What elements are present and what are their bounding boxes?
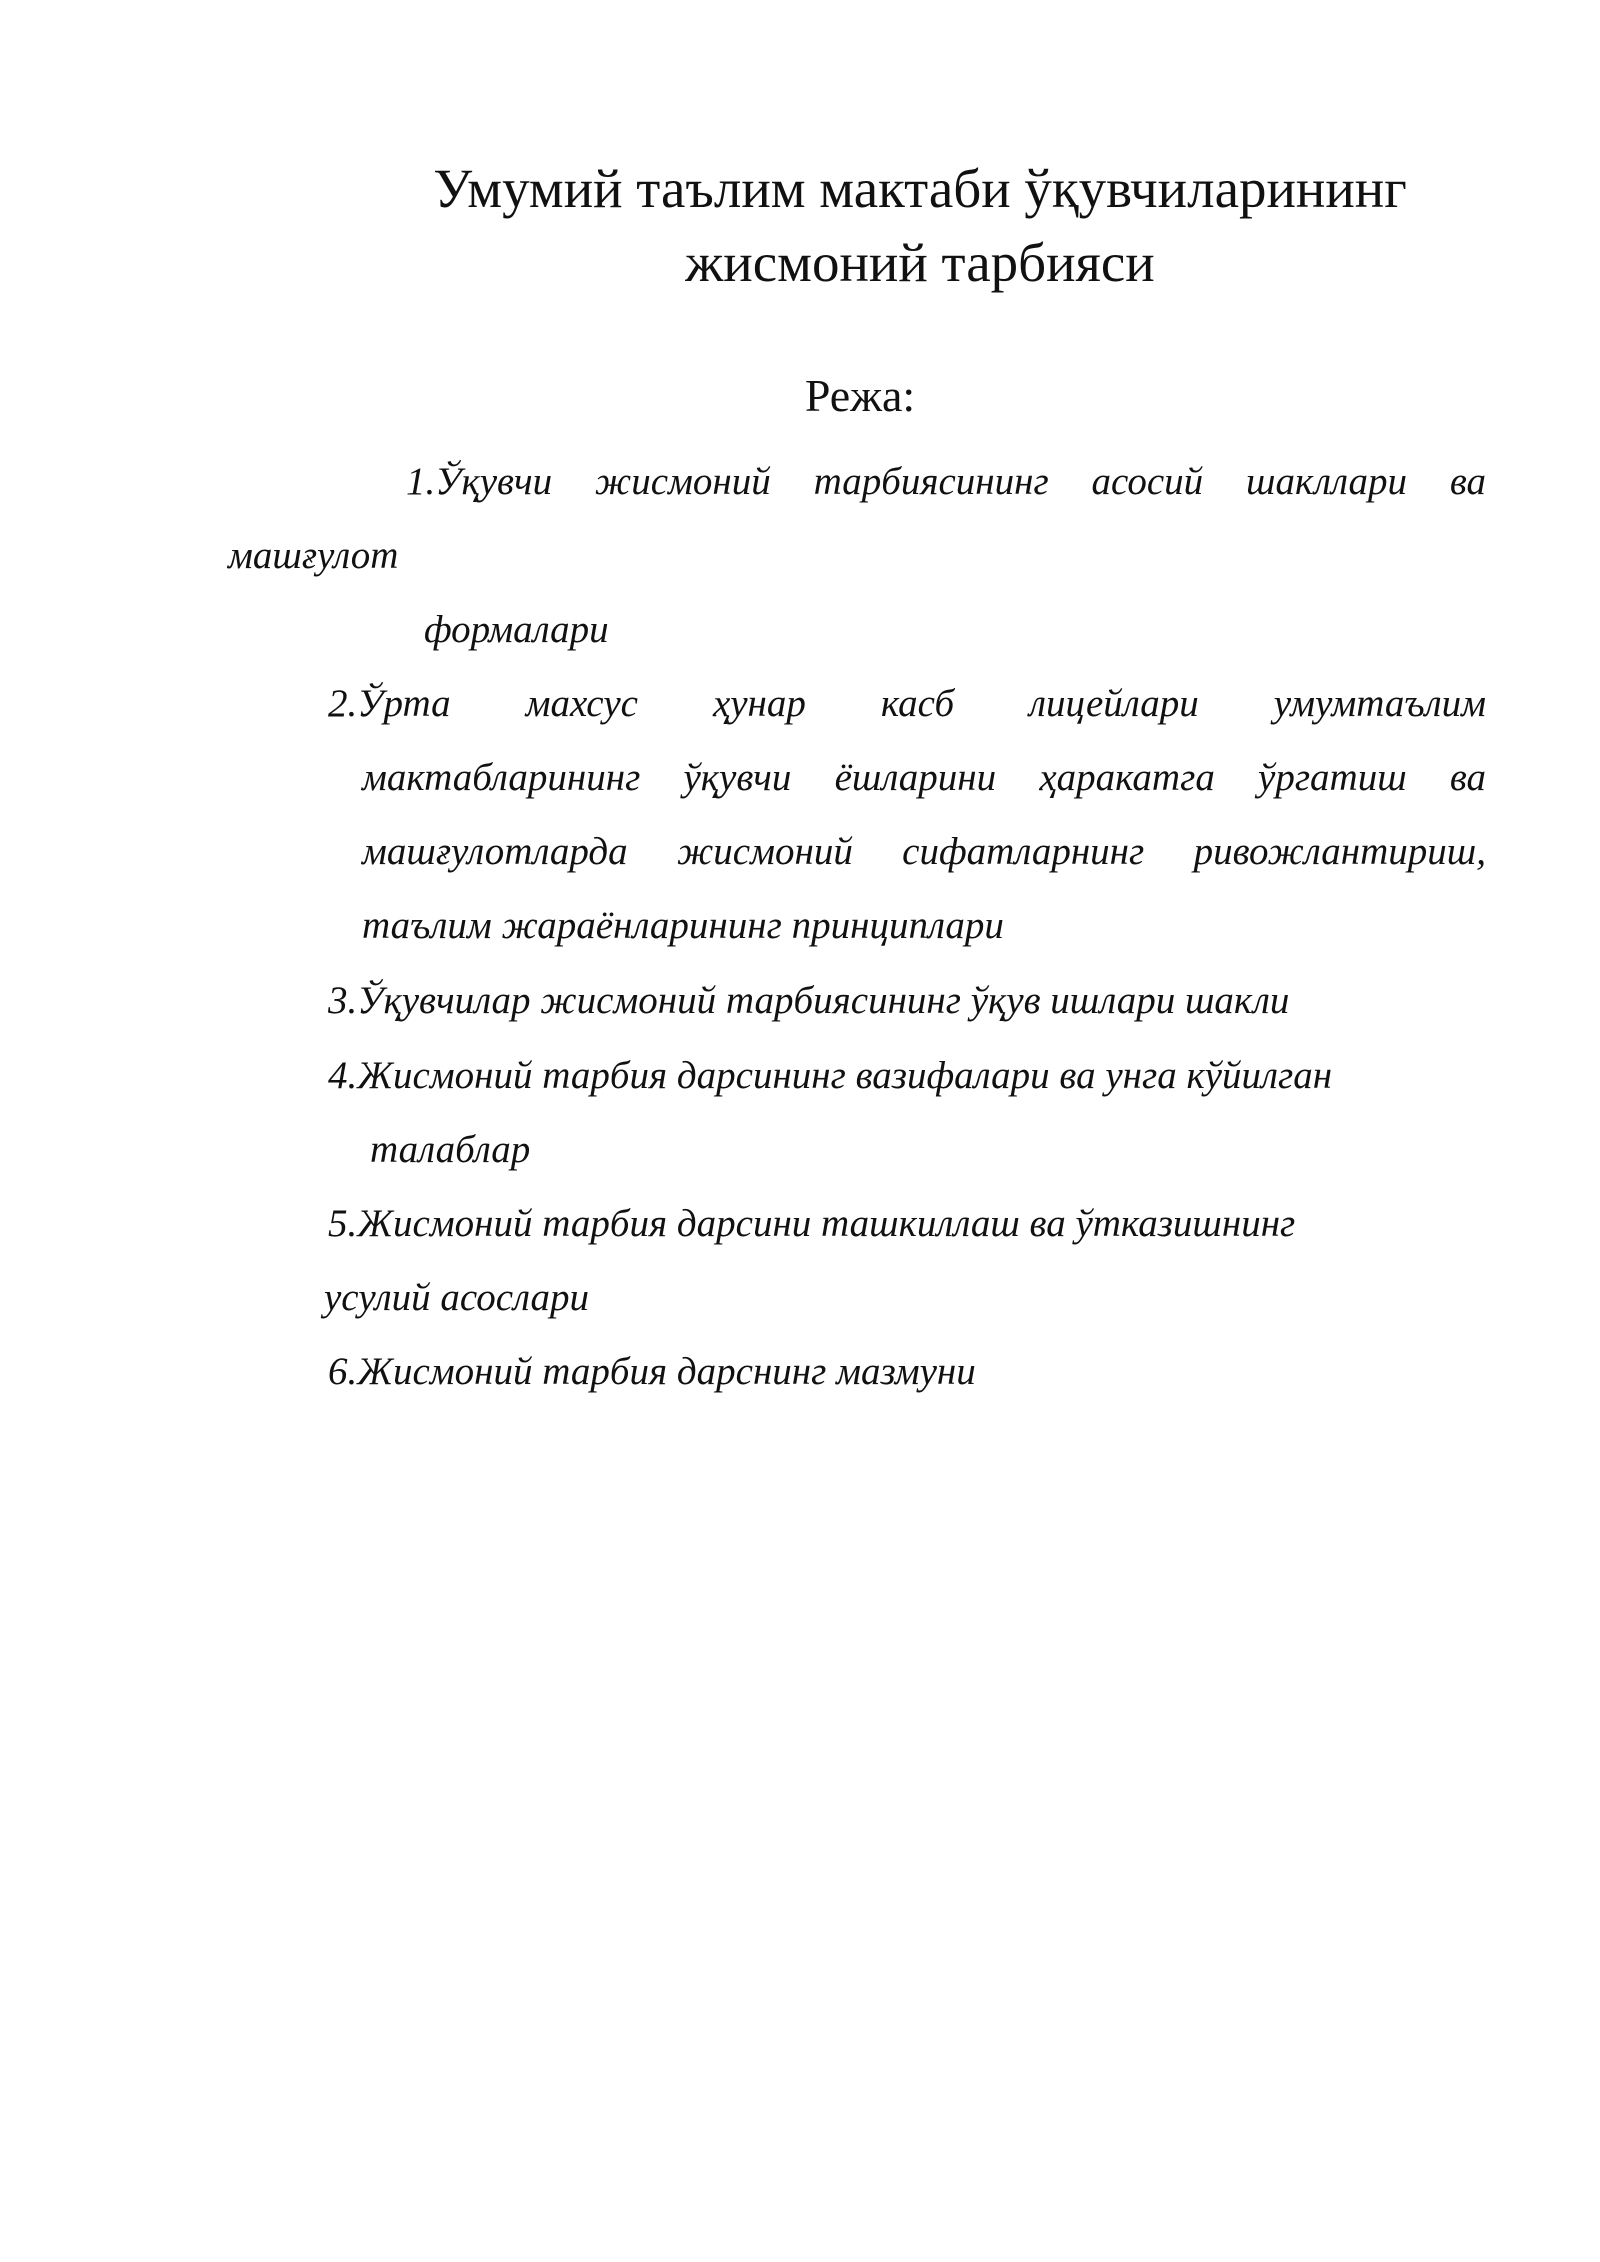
plan-heading: Режа: — [804, 370, 916, 421]
plan-item-6-line-1: 6.Жисмоний тарбия дарснинг мазмуни — [328, 1350, 976, 1393]
page-title — [230, 152, 1600, 300]
plan-item-4-line-1: 4.Жисмоний тарбия дарсининг вазифалари ва унга кўйилган — [328, 1054, 1333, 1097]
plan-item-2-line-3: машғулотларда жисмоний сифатларнинг ривожлантириш, — [362, 830, 1486, 873]
plan-item-2-line-1: 2.Ўрта махсус ҳунар касб лицейлари умумтаълим — [328, 682, 1486, 725]
plan-item-5-line-1: 5.Жисмоний тарбия дарсини ташкиллаш ва ўтказишнинг — [328, 1202, 1296, 1245]
page-title-line-1: Умумий таълим мактаби ўқувчиларининг — [433, 158, 1407, 219]
plan-item-3-line-1: 3.Ўқувчилар жисмоний тарбиясининг ўқув ишлари шакли — [328, 979, 1290, 1022]
plan-item-4-line-2: талаблар — [370, 1128, 531, 1171]
plan-item-2-line-4: таълим жараёнларининг принциплари — [362, 904, 1004, 947]
plan-item-2-line-2: мактабларининг ўқувчи ёшларини ҳаракатга ўргатиш ва — [362, 756, 1486, 799]
page-title-line-2: жисмоний тарбияси — [685, 232, 1155, 293]
plan-item-1-line-2: машғулот — [228, 534, 399, 577]
plan-item-1-line-1: 1.Ўқувчи жисмоний тарбиясининг асосий шакллари ва — [406, 460, 1486, 503]
plan-item-1-line-3: формалари — [424, 608, 609, 651]
plan-item-5-line-2: усулий асослари — [324, 1276, 590, 1319]
